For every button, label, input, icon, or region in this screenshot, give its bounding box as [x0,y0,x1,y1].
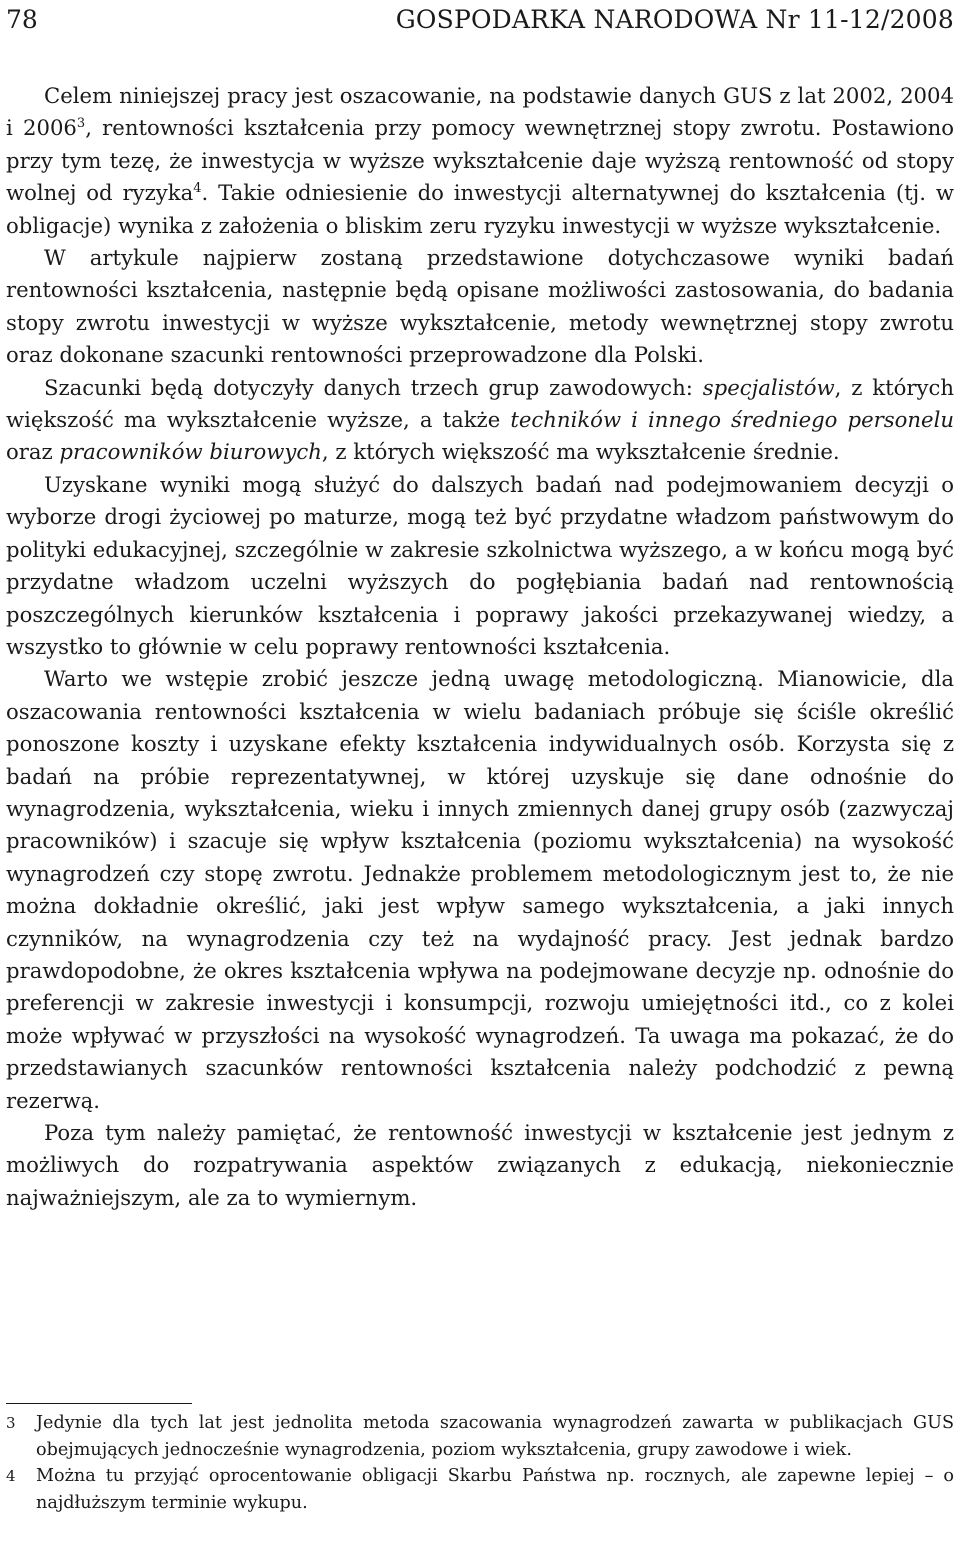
footnote-mark: 3 [6,1414,16,1432]
footnotes [6,1410,954,1516]
paragraph-4: Uzyskane wyniki mogą służyć do dalszych badań nad podejmowaniem decyzji o wyborze drogi życiowej po maturze, mogą też być przydatne władzom państwowym do polityki edukacyjnej, szczególnie w zakresie szkolnictwa wyższego, a w końcu mogą być przydatne władzom uczelni wyższych do pogłębiania badań nad rentownością poszczególnych kierunków kształcenia i poprawy jakości przekazywanej wiedzy, a wszystko to głównie w celu poprawy rentowności kształcenia. [6,471,954,659]
footnote-text: Można tu przyjąć oprocentowanie obligacji Skarbu Państwa np. rocznych, ale zapewne lepiej – o najdłuższym terminie wykupu. [36,1466,954,1513]
footnote-4 [6,1463,954,1516]
footnote-ref-4: 4 [193,181,202,197]
page-number: 78 [6,5,38,34]
paragraph-2: W artykule najpierw zostaną przedstawione dotychczasowe wyniki badań rentowności kształcenia, następnie będą opisane możliwości zastosowania, do badania stopy zwrotu inwestycji w wyższe wykształcenie, metody wewnętrznej stopy zwrotu oraz dokonane szacunki rentowności przeprowadzone dla Polski. [6,245,954,368]
paragraph-1-part-c: . Takie odniesienie do inwestycji alternatywnej do kształcenia (tj. w obligacje) wynika z założenia o bliskim zeru ryzyku inwestycji w wyższe wykształcenie. [6,180,954,238]
paragraph-3-part-c: oraz [6,439,60,465]
footnote-mark: 4 [6,1467,16,1485]
paragraph-3 [6,372,954,469]
paragraph-1 [6,80,954,242]
paragraph-3-part-a: Szacunki będą dotyczyły danych trzech grup zawodowych: [44,374,703,400]
footnote-separator [6,1403,192,1404]
emphasis-technicians: techników i innego średniego personelu [510,407,954,433]
paragraph-3-part-b: , z których większość ma wykształcenie wyższe, a także [6,374,954,433]
emphasis-specialists: specjalistów [702,374,835,400]
page-header [6,2,954,38]
paragraph-6: Poza tym należy pamiętać, że rentowność inwestycji w kształcenie jest jednym z możliwych do rozpatrywania aspektów związanych z edukacją, niekoniecznie najważniejszym, ale za to wymiernym. [6,1120,954,1210]
paragraph-1-part-b: , rentowności kształcenia przy pomocy wewnętrznej stopy zwrotu. Postawiono przy tym tezę, że inwestycja w wyższe wykształcenie daje wyższą rentowność od stopy wolnej od ryzyka [6,115,954,206]
paragraph-5: Warto we wstępie zrobić jeszcze jedną uwagę metodologiczną. Mianowicie, dla oszacowania rentowności kształcenia w wielu badaniach próbuje się ściśle określić ponoszone koszty i uzyskane efekty kształcenia indywidualnych osób. Korzysta się z badań na próbie reprezentatywnej, w której uzyskuje się dane odnośnie do wynagrodzenia, wykształcenia, wieku i innych zmiennych danej grupy osób (zazwyczaj pracowników) i szacuje się wpływ kształcenia (poziomu wykształcenia) na wysokość wynagrodzeń czy stopę zwrotu. Jednakże problemem metodologicznym jest to, że nie można dokładnie określić, jaki jest wpływ samego wykształcenia, a jaki innych czynników, na wynagrodzenia czy też na wydajność pracy. Jest jednak bardzo prawdopodobne, że okres kształcenia wpływa na podejmowane decyzje np. odnośnie do preferencji w zakresie inwestycji i konsumpcji, rozwoju umiejętności itd., co z kolei może wpływać w przyszłości na wysokość wynagrodzeń. Ta uwaga ma pokazać, że do przedstawianych szacunków rentowności kształcenia należy podchodzić z pewną rezerwą. [6,666,954,1113]
footnote-text: Jedynie dla tych lat jest jednolita metoda szacowania wynagrodzeń zawarta w publikacjach GUS obejmujących jednocześnie wynagrodzenia, poziom wykształcenia, grupy zawodowe i wiek. [36,1413,954,1460]
footnote-ref-3: 3 [76,116,86,132]
footnote-3 [6,1410,954,1463]
emphasis-office-workers: pracowników biurowych [59,439,322,465]
running-head: GOSPODARKA NARODOWA Nr 11-12/2008 [395,5,954,34]
body-text [6,80,954,1214]
paragraph-1-part-a: Celem niniejszej pracy jest oszacowanie, na podstawie danych GUS z lat 2002, 2004 i 2006 [6,83,954,141]
paragraph-3-part-d: , z których większość ma wykształcenie średnie. [321,439,840,465]
